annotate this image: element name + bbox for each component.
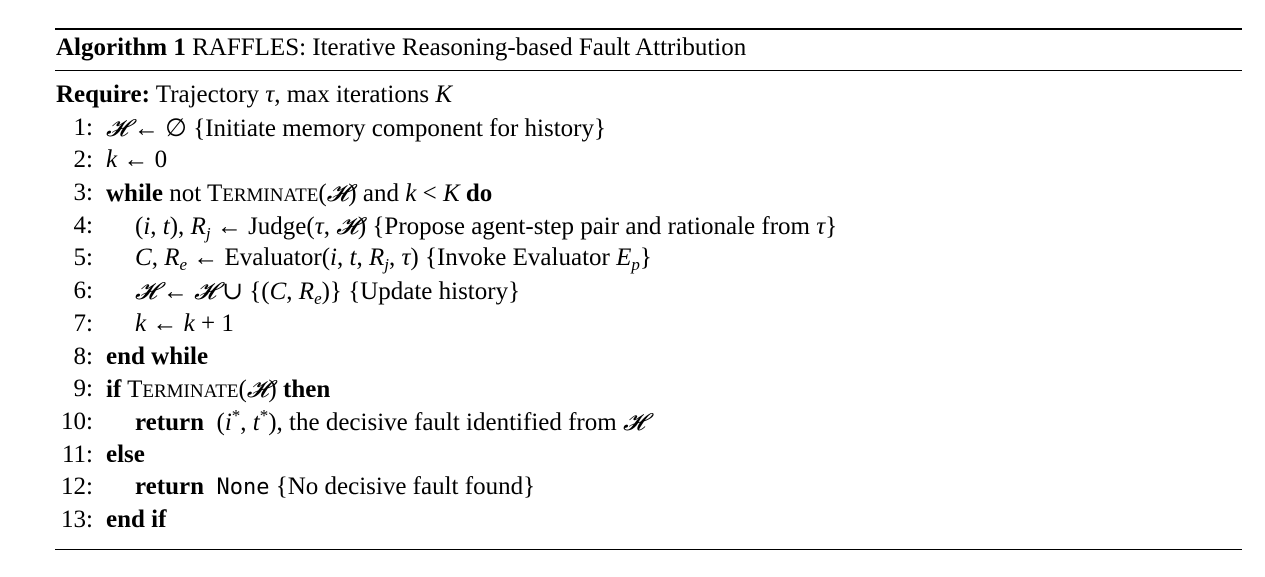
line-number: 10: [61,407,93,435]
algorithm-block [55,28,1242,550]
line-number: 2: [73,146,93,174]
line-content: return (i*, t*), the decisive fault identified from 𝓗 [135,405,645,436]
algorithm-line-8 [55,341,1242,374]
algorithm-line-12 [55,471,1242,504]
line-content: C, $R_e$ ← Evaluator(i, t, $R_j$, τ) {Invoke Evaluator $E_p$} [135,244,652,275]
algorithm-line-13 [55,504,1242,537]
require-keyword: Require: [56,81,150,108]
line-number: 13: [61,505,93,533]
algorithm-line-9 [55,373,1242,406]
terminate-function: TERMINATE [127,376,239,404]
line-number: 7: [73,309,93,337]
algorithm-line-3 [55,177,1242,210]
line-content: while not TERMINATE(𝓗) and k < K do [106,179,493,208]
line-number: 3: [73,179,93,207]
line-content: if TERMINATE(𝓗) then [106,375,331,404]
algorithm-line-5 [55,242,1242,275]
require-text-trajectory: Trajectory [155,81,260,108]
keyword-end-if: end if [106,505,167,533]
line-number: 12: [61,473,93,501]
comment: {Initiate memory component for history} [193,114,606,142]
line-number: 5: [73,244,93,272]
terminate-function: TERMINATE [206,180,319,208]
line-content: (i, t), $R_j$ ← Judge(τ, 𝓗) {Propose agent-step pair and rationale from τ} [135,211,838,243]
keyword-end-while: end while [106,342,209,370]
keyword-if: if [106,376,122,404]
line-content: 𝓗 ← ∅ {Initiate memory component for history} [106,113,606,142]
keyword-while: while [106,180,163,208]
line-number: 8: [73,342,93,370]
line-number: 9: [73,375,93,403]
line-content: 𝓗 ← 𝓗 ∪ {(C, $R_e$)} {Update history} [135,277,521,309]
algorithm-body [55,71,1242,537]
comment: {Propose agent-step pair and rationale from τ} [372,212,838,240]
algorithm-line-4 [55,210,1242,243]
line-content [106,439,145,472]
keyword-else: else [106,440,145,468]
algorithm-line-11 [55,439,1242,472]
algorithm-line-10 [55,406,1242,439]
none-literal: None [216,475,270,501]
line-number: 11: [61,440,93,468]
algorithm-line-2 [55,144,1242,177]
line-content [135,471,535,505]
line-content [106,341,208,374]
keyword-do: do [465,180,493,208]
line-number: 6: [73,277,93,305]
keyword-return: return [135,473,204,501]
keyword-return: return [135,408,204,436]
bottom-rule [55,549,1242,550]
caption-title: RAFFLES: Iterative Reasoning-based Fault Attribution [192,34,747,61]
require-line: Require: Trajectory τ, max iterations K [56,81,452,108]
algorithm-line-6 [55,275,1242,308]
line-content [106,504,166,537]
keyword-then: then [283,376,331,404]
comment: {Invoke Evaluator $E_p$} [424,244,652,275]
algorithm-line-7 [55,308,1242,341]
algorithm-caption [55,30,1242,68]
algorithm-line-1 [55,112,1242,145]
line-content: k ← k + 1 [135,309,234,337]
comment: {No decisive fault found} [275,473,536,501]
line-content: k ← 0 [106,146,168,174]
line-number: 1: [73,113,93,141]
caption-label: Algorithm 1 [56,34,186,61]
line-number: 4: [73,211,93,239]
comment: {Update history} [348,278,521,306]
